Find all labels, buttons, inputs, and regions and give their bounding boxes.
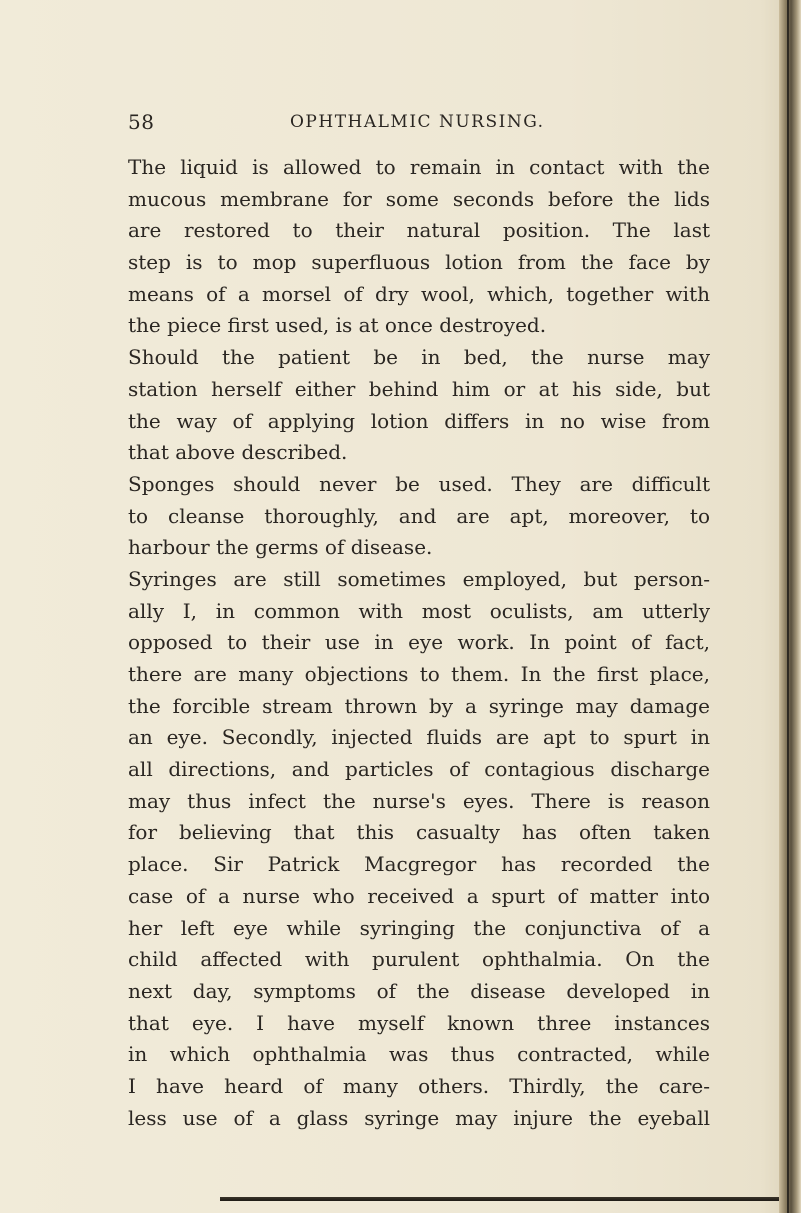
text-line: means of a morsel of dry wool, which, together with xyxy=(128,281,710,306)
page-header xyxy=(128,110,688,138)
text-line: The liquid is allowed to remain in contact with the xyxy=(128,155,710,179)
text-line: ally I, in common with most oculists, am utterly xyxy=(128,598,710,623)
text-line: place. Sir Patrick Macgregor has recorded the xyxy=(128,852,710,877)
text-line: Should the patient be in bed, the nurse may xyxy=(128,345,710,370)
text-line: case of a nurse who received a spurt of matter into xyxy=(128,883,710,908)
text-line: her left eye while syringing the conjunctiva of a xyxy=(128,915,710,940)
text-line: all directions, and particles of contagious discharge xyxy=(128,757,710,782)
text-line: less use of a glass syringe may injure the eyeball xyxy=(128,1105,710,1130)
text-line: that above described. xyxy=(128,440,348,465)
text-line: may thus infect the nurse's eyes. There is reason xyxy=(128,788,710,813)
text-line: are restored to their natural position. The last xyxy=(128,218,710,243)
text-line: opposed to their use in eye work. In point of fact, xyxy=(128,630,710,655)
text-line: step is to mop superfluous lotion from the face by xyxy=(128,250,710,275)
text-line: Syringes are still sometimes employed, but person- xyxy=(128,566,710,591)
text-line: for believing that this casualty has often taken xyxy=(128,820,710,845)
gutter-edge-line xyxy=(787,0,789,1213)
running-head: OPHTHALMIC NURSING. xyxy=(290,112,545,132)
text-line: the way of applying lotion differs in no wise from xyxy=(128,408,710,433)
text-line: mucous membrane for some seconds before the lids xyxy=(128,186,710,211)
text-line: the forcible stream thrown by a syringe may damage xyxy=(128,693,710,718)
text-line: that eye. I have myself known three instances xyxy=(128,1010,710,1035)
text-line: child affected with purulent ophthalmia. On the xyxy=(128,947,710,972)
text-line: Sponges should never be used. They are difficult xyxy=(128,471,710,496)
body-text xyxy=(128,152,710,1134)
text-line: the piece first used, is at once destroyed. xyxy=(128,313,547,338)
text-line: I have heard of many others. Thirdly, the care- xyxy=(128,1073,710,1098)
text-line: next day, symptoms of the disease developed in xyxy=(128,978,710,1003)
text-line: in which ophthalmia was thus contracted, while xyxy=(128,1042,710,1067)
page-bottom-shadow xyxy=(220,1197,782,1201)
book-gutter xyxy=(779,0,801,1213)
text-line: there are many objections to them. In the first place, xyxy=(128,662,710,686)
text-line: an eye. Secondly, injected fluids are apt to spurt in xyxy=(128,725,710,750)
text-line: station herself either behind him or at his side, but xyxy=(128,376,710,401)
text-line: to cleanse thoroughly, and are apt, moreover, to xyxy=(128,503,710,528)
page-number: 58 xyxy=(128,110,155,134)
text-line: harbour the germs of disease. xyxy=(128,535,433,560)
